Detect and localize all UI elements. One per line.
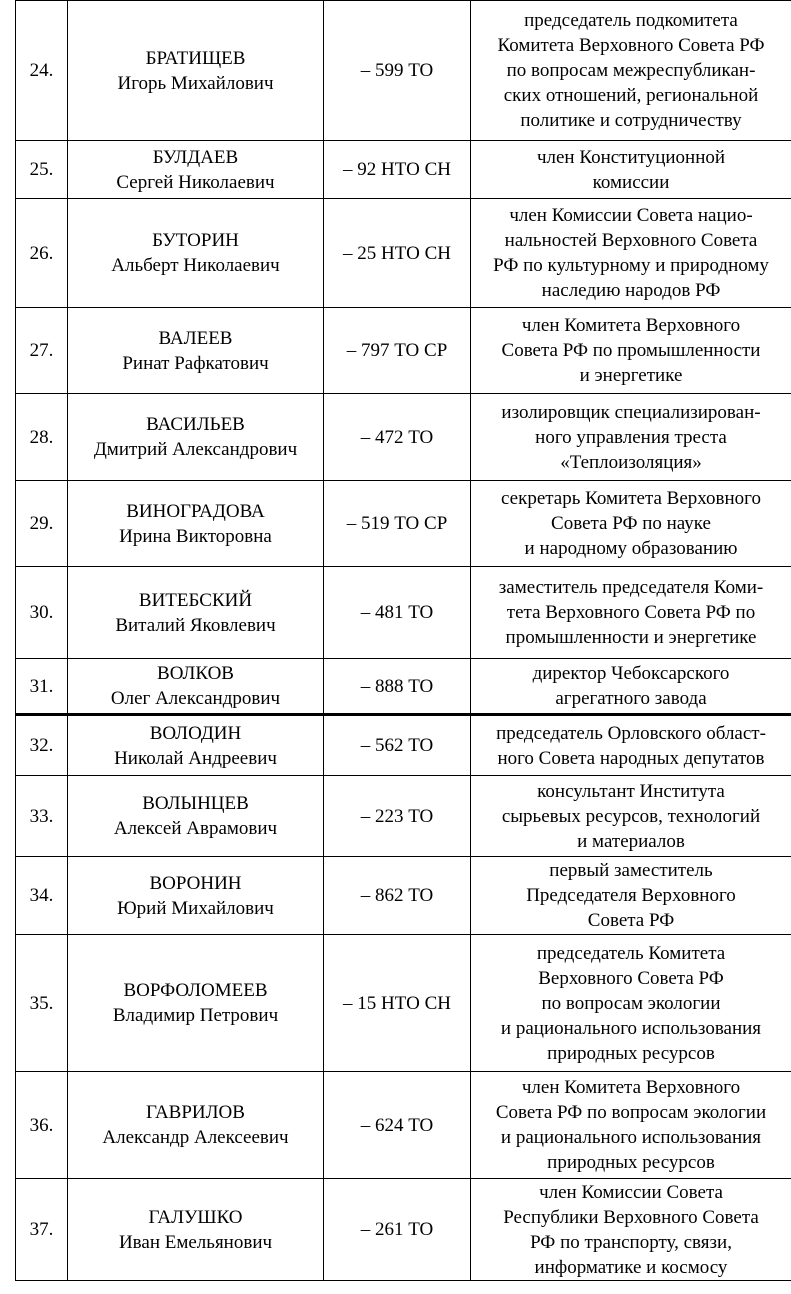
deputy-name-cell	[68, 1072, 324, 1179]
position-line: член Комиссии Совета	[539, 1181, 723, 1203]
position-line: Верховного Совета РФ	[538, 967, 724, 989]
deputy-given-names: Владимир Петрович	[112, 1005, 279, 1026]
deputy-name-cell	[68, 659, 324, 715]
position-line: и рационального использования	[500, 1017, 762, 1039]
position-line: по вопросам межреспубликан-	[506, 60, 756, 81]
deputy-given-names: Сергей Николаевич	[116, 171, 275, 193]
deputy-score: – 562 ТО	[324, 715, 471, 776]
deputy-position	[471, 715, 791, 776]
deputy-score: – 624 ТО	[324, 1072, 471, 1179]
table-row	[16, 1, 791, 141]
table-row	[16, 199, 791, 308]
deputy-surname: БУЛДАЕВ	[152, 146, 239, 168]
deputy-name-cell	[68, 199, 324, 308]
deputy-name-cell	[68, 715, 324, 776]
deputy-position	[471, 1, 791, 141]
position-line: и материалов	[577, 830, 685, 852]
position-line: член Комиссии Совета нацио-	[509, 205, 753, 226]
deputy-name-cell	[68, 141, 324, 199]
deputy-surname: БРАТИЩЕВ	[145, 47, 246, 69]
deputy-score: – 223 ТО	[324, 776, 471, 857]
position-line: комиссии	[592, 171, 670, 193]
position-line: Совета РФ по науке	[551, 513, 711, 534]
row-number: 32.	[16, 715, 68, 776]
table-row	[16, 1179, 791, 1281]
position-line: РФ по транспорту, связи,	[530, 1231, 732, 1253]
row-number: 29.	[16, 481, 68, 567]
deputy-name-cell	[68, 857, 324, 935]
table-row	[16, 715, 791, 776]
deputy-surname: ВОРФОЛОМЕЕВ	[123, 980, 268, 1001]
deputy-given-names: Виталий Яковлевич	[115, 614, 276, 636]
position-line: заместитель председателя Коми-	[498, 577, 764, 598]
deputy-name-cell	[68, 308, 324, 394]
table-row	[16, 308, 791, 394]
row-number: 33.	[16, 776, 68, 857]
deputy-position	[471, 567, 791, 659]
row-number: 27.	[16, 308, 68, 394]
deputy-position	[471, 141, 791, 199]
position-line: и рационального использования	[500, 1127, 762, 1148]
deputy-name-cell	[68, 776, 324, 857]
position-line: председатель Комитета	[536, 942, 726, 964]
deputy-surname: ВОРОНИН	[149, 872, 242, 894]
deputy-position	[471, 1179, 791, 1281]
table-row	[16, 141, 791, 199]
table-row	[16, 857, 791, 935]
position-line: природных ресурсов	[547, 1152, 715, 1173]
deputy-given-names: Дмитрий Александрович	[93, 439, 298, 460]
position-line: наследию народов РФ	[541, 280, 721, 301]
deputy-score: – 472 ТО	[324, 394, 471, 481]
position-line: политике и сотрудничеству	[520, 110, 742, 131]
table-row	[16, 481, 791, 567]
position-line: Республики Верховного Совета	[503, 1206, 759, 1228]
row-number: 37.	[16, 1179, 68, 1281]
deputy-score: – 888 ТО	[324, 659, 471, 715]
position-line: тета Верховного Совета РФ по	[506, 602, 756, 623]
position-line: председатель подкомитета	[524, 10, 738, 31]
row-number: 34.	[16, 857, 68, 935]
deputy-given-names: Олег Александрович	[110, 688, 281, 709]
position-line: ного Совета народных депутатов	[497, 747, 765, 769]
deputy-given-names: Алексей Аврамович	[113, 818, 278, 839]
deputy-score: – 862 ТО	[324, 857, 471, 935]
deputy-given-names: Юрий Михайлович	[117, 897, 274, 919]
row-number: 36.	[16, 1072, 68, 1179]
deputy-given-names: Альберт Николаевич	[111, 255, 280, 276]
deputy-score: – 25 НТО СН	[324, 199, 471, 308]
deputy-position	[471, 308, 791, 394]
deputy-given-names: Игорь Михайлович	[117, 72, 274, 94]
position-line: консультант Института	[537, 780, 725, 802]
deputy-name-cell	[68, 1, 324, 141]
position-line: информатике и космосу	[534, 1256, 728, 1278]
deputy-name-cell	[68, 567, 324, 659]
position-line: член Конституционной	[536, 146, 726, 168]
deputy-given-names: Иван Емельянович	[118, 1231, 273, 1253]
table-row	[16, 1072, 791, 1179]
row-number: 28.	[16, 394, 68, 481]
deputy-score: – 261 ТО	[324, 1179, 471, 1281]
position-line: директор Чебоксарского	[532, 663, 730, 684]
position-line: секретарь Комитета Верховного	[501, 488, 761, 509]
position-line: «Теплоизоляция»	[560, 451, 702, 473]
deputy-surname: ВОЛКОВ	[157, 663, 234, 684]
position-line: первый заместитель	[549, 860, 713, 881]
position-line: Совета РФ	[587, 910, 675, 931]
position-line: промышленности и энергетике	[505, 627, 757, 648]
deputy-score: – 599 ТО	[324, 1, 471, 141]
deputy-surname: ВАСИЛЬЕВ	[146, 414, 245, 435]
position-line: член Комитета Верховного	[521, 1077, 741, 1098]
position-line: природных ресурсов	[547, 1042, 715, 1064]
deputy-name-cell	[68, 481, 324, 567]
deputy-score: – 481 ТО	[324, 567, 471, 659]
deputy-position	[471, 481, 791, 567]
position-line: ских отношений, региональной	[503, 85, 759, 106]
table-row	[16, 659, 791, 715]
table-row	[16, 394, 791, 481]
position-line: Совета РФ по вопросам экологии	[495, 1102, 767, 1123]
deputy-given-names: Ирина Викторовна	[119, 525, 272, 547]
deputy-surname: ВИТЕБСКИЙ	[138, 589, 253, 611]
deputies-table	[15, 0, 791, 1281]
deputies-table-body	[16, 1, 791, 1281]
row-number: 25.	[16, 141, 68, 199]
deputy-position	[471, 659, 791, 715]
deputy-name-cell	[68, 935, 324, 1072]
deputy-given-names: Ринат Рафкатович	[122, 352, 269, 374]
deputy-score: – 15 НТО СН	[324, 935, 471, 1072]
deputy-position	[471, 857, 791, 935]
position-line: нальностей Верховного Совета	[504, 230, 758, 251]
table-row	[16, 935, 791, 1072]
deputy-surname: ГАВРИЛОВ	[146, 1102, 245, 1123]
deputy-surname: ВИНОГРАДОВА	[126, 500, 265, 522]
table-row	[16, 776, 791, 857]
row-number: 24.	[16, 1, 68, 141]
deputy-position	[471, 776, 791, 857]
deputy-surname: ВАЛЕЕВ	[158, 327, 233, 349]
position-line: по вопросам экологии	[541, 992, 721, 1014]
position-line: и народному образованию	[524, 538, 738, 559]
deputy-score: – 797 ТО СР	[324, 308, 471, 394]
deputy-position	[471, 199, 791, 308]
position-line: председатель Орловского област-	[496, 722, 766, 744]
deputy-position	[471, 935, 791, 1072]
deputy-given-names: Николай Андреевич	[114, 747, 277, 769]
deputy-name-cell	[68, 1179, 324, 1281]
deputy-score: – 519 ТО СР	[324, 481, 471, 567]
position-line: изолировщик специализирован-	[501, 401, 761, 423]
deputy-surname: ГАЛУШКО	[148, 1206, 243, 1228]
table-row	[16, 567, 791, 659]
deputy-position	[471, 1072, 791, 1179]
position-line: агрегатного завода	[555, 688, 707, 709]
position-line: Совета РФ по промышленности	[501, 340, 761, 361]
row-number: 31.	[16, 659, 68, 715]
deputy-score: – 92 НТО СН	[324, 141, 471, 199]
deputy-given-names: Александр Алексеевич	[102, 1127, 289, 1148]
position-line: РФ по культурному и природному	[493, 255, 769, 276]
row-number: 26.	[16, 199, 68, 308]
position-line: Комитета Верховного Совета РФ	[497, 35, 765, 56]
deputy-surname: БУТОРИН	[152, 230, 239, 251]
row-number: 30.	[16, 567, 68, 659]
position-line: сырьевых ресурсов, технологий	[501, 805, 761, 827]
row-number: 35.	[16, 935, 68, 1072]
deputy-surname: ВОЛОДИН	[149, 722, 242, 744]
position-line: и энергетике	[579, 365, 683, 386]
position-line: Председателя Верховного	[526, 885, 736, 906]
deputy-position	[471, 394, 791, 481]
position-line: член Комитета Верховного	[521, 315, 741, 336]
position-line: ного управления треста	[535, 426, 727, 448]
deputy-surname: ВОЛЫНЦЕВ	[142, 793, 249, 814]
deputy-name-cell	[68, 394, 324, 481]
